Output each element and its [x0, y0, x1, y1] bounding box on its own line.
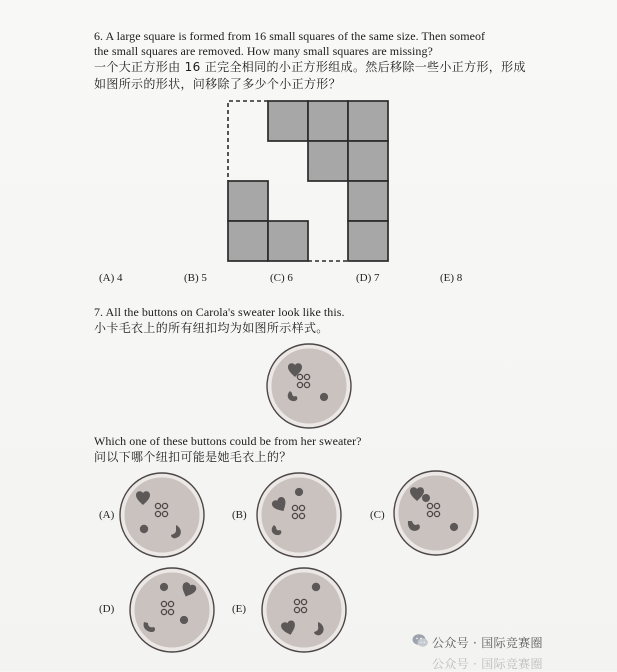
dot-icon: [450, 523, 458, 531]
question-6-chinese-line-2: 如图所示的形状，问移除了多少个小正方形？: [94, 77, 342, 91]
reference-button: [266, 343, 352, 429]
question-6-chinese-line-1: 一个大正方形由 16 正完全相同的小正方形组成。然后移除一些小正方形，形成: [94, 60, 526, 74]
option-a-button: [118, 471, 206, 559]
question-7-option-b-label: (B): [232, 509, 247, 521]
option-c-button: [392, 469, 480, 557]
question-7-option-a-label: (A): [99, 509, 115, 521]
question-6-text-line-2: the small squares are removed. How many small squares are missing?: [94, 44, 433, 58]
question-6-text-line-1: 6. A large square is formed from 16 small squares of the same size. Then someof: [94, 29, 486, 43]
question-7-text-line-2: Which one of these buttons could be from her sweater?: [94, 434, 362, 448]
square-puzzle-diagram: [226, 99, 396, 269]
dot-icon: [140, 525, 148, 533]
dot-icon: [295, 488, 303, 496]
dot-icon: [320, 393, 328, 401]
wechat-icon: [411, 632, 429, 650]
option-b-button: [255, 471, 343, 559]
watermark-text: 公众号 · 国际竞赛圈: [432, 636, 543, 650]
dot-icon: [160, 583, 168, 591]
question-6-option-c: (C) 6: [270, 272, 293, 284]
question-7-chinese-line-1: 小卡毛衣上的所有纽扣均为如图所示样式。: [94, 321, 329, 335]
question-7-option-d-label: (D): [99, 603, 115, 615]
question-6-option-a: (A) 4: [99, 272, 123, 284]
question-7-chinese-line-2: 问以下哪个纽扣可能是她毛衣上的？: [94, 450, 292, 464]
question-7-option-c-label: (C): [370, 509, 385, 521]
question-7-option-e-label: (E): [232, 603, 247, 615]
dot-icon: [180, 616, 188, 624]
question-6-option-b: (B) 5: [184, 272, 207, 284]
dot-icon: [422, 494, 430, 502]
option-d-button: [128, 566, 216, 654]
option-e-button: [260, 566, 348, 654]
dot-icon: [312, 583, 320, 591]
question-6-option-d: (D) 7: [356, 272, 380, 284]
question-7-text-line-1: 7. All the buttons on Carola's sweater look like this.: [94, 305, 345, 319]
watermark-ghost-text: 公众号 · 国际竞赛圈: [432, 657, 543, 671]
question-6-option-e: (E) 8: [440, 272, 463, 284]
